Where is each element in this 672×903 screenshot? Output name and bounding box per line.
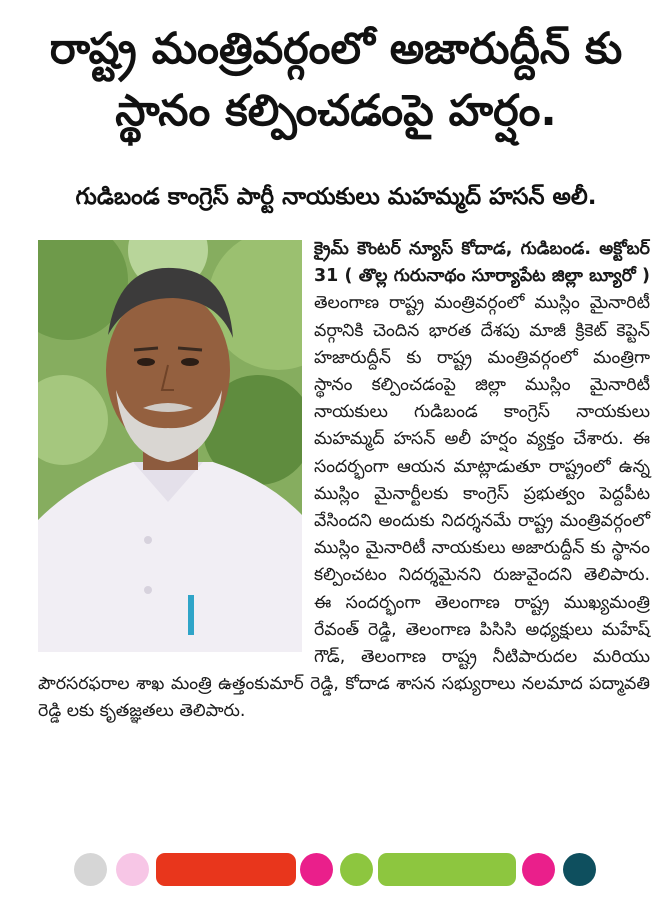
- subheadline: గుడిబండ కాంగ్రెస్ పార్టీ నాయకులు మహమ్మద్ హసన్ అలీ.: [75, 184, 597, 210]
- dateline: క్రైమ్ కౌంటర్ న్యూస్ కోదాడ, గుడిబండ. అక్టోబర్ 31 ( తొల్ల గురునాథం సూర్యాపేట జిల్లా బ్యూరో ): [314, 239, 650, 287]
- photo-spacer: [38, 236, 314, 656]
- decorative-color-bar: [0, 848, 672, 892]
- teal-dot: [563, 853, 596, 886]
- red-bar: [156, 853, 296, 886]
- headline-line-1: రాష్ట్ర మంత్రివర్గంలో అజారుద్దీన్ కు: [49, 24, 623, 74]
- body-text: తెలంగాణ రాష్ట్ర మంత్రివర్గంలో ముస్లిం మైనారిటీ వర్గానికి చెందిన భారత దేశపు మాజీ క్రికెట్ కెప్టెన్ హజారుద్దీన్ కు రాష్ట్ర మంత్రివర్గంలో మంత్రిగా స్థానం కల్పించడంపై జిల్లా ముస్లిం మైనారిటీ నాయకులు గుడిబండ కాంగ్రెస్ నాయకులు మహమ్మద్ హసన్ అలీ హర్షం వ్యక్తం చేశారు. ఈ సందర్భంగా ఆయన మాట్లాడుతూ రాష్ట్రంలో ఉన్న ముస్లిం మైనార్టీలకు కాంగ్రెస్ ప్రభుత్వం పెద్దపీట వేసిందని అందుకు నిదర్శనమే రాష్ట్ర మంత్రివర్గంలో ముస్లిం మైనారిటీ నాయకులు అజారుద్దీన్ కు స్థానం కల్పించటం నిదర్శమైనని రుజువైందని తెలిపారు. ఈ సందర్భంగా తెలంగాణ రాష్ట్ర ముఖ్యమంత్రి రేవంత్ రెడ్డి, తెలంగాణ పిసిసి అధ్యక్షులు మహేష్ గౌడ్, తెలంగాణ రాష్ట్ర నీటిపారుదల మరియు పౌరసరఫరాల శాఖ మంత్రి ఉత్తంకుమార్ రెడ్డి, కోదాడ శాసన సభ్యురాలు నలమాద పద్మావతి రెడ్డి లకు కృతజ్ఞతలు తెలిపారు.: [38, 293, 650, 722]
- article-body: [38, 236, 650, 726]
- headline: [0, 18, 672, 142]
- green-dot: [340, 853, 373, 886]
- gray-dot: [74, 853, 107, 886]
- magenta-dot-2: [522, 853, 555, 886]
- green-bar: [378, 853, 516, 886]
- headline-line-2: స్థానం కల్పించడంపై హర్షం.: [115, 86, 557, 136]
- magenta-dot: [300, 853, 333, 886]
- light-pink-dot: [116, 853, 149, 886]
